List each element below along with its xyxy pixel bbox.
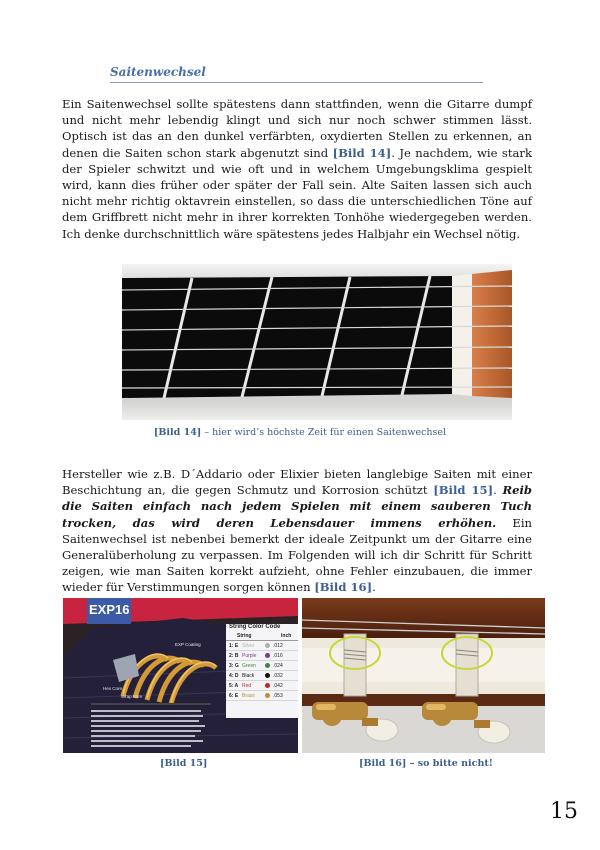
row-gauge: .042 (273, 682, 283, 689)
row-label: 3: G (229, 662, 239, 669)
para2-text-a: Hersteller wie z.B. D´Addario oder Elixier bieten langlebige Saiten mit einer Beschichtung an, die gegen Schmutz und Korrosion schützt (62, 467, 532, 498)
color-chart-title: String Color Code (229, 624, 281, 630)
paragraph-1 (62, 96, 532, 242)
paragraph-2 (62, 466, 532, 596)
para2-text-b: . (493, 483, 503, 498)
color-chart (226, 622, 298, 701)
row-swatch (265, 663, 270, 668)
row-color-name: Silver (242, 642, 255, 649)
color-chart-row (226, 691, 298, 701)
figure-ref-14[interactable]: [Bild 14] (332, 145, 392, 160)
row-gauge: .012 (273, 642, 283, 649)
label-wrap-wire: Wrap Wire (121, 694, 143, 699)
figure-16-image (302, 598, 545, 753)
figure-ref-16[interactable]: [Bild 16] (314, 580, 373, 595)
caption-14-text: – hier wird’s höchste Zeit für einen Saitenwechsel (201, 427, 447, 438)
row-swatch (265, 693, 270, 698)
row-gauge: .016 (273, 652, 283, 659)
row-label: 5: A (229, 682, 239, 689)
row-swatch (265, 683, 270, 688)
color-chart-row (226, 661, 298, 671)
para2-text-c: Ein Saitenwechsel ist nebenbei bemerkt der ideale Zeitpunkt um der Gitarre eine Generalüberholung zu verpassen. Im Folgenden will ich dir Schritt für Schritt zeigen, wie man Saiten korrekt aufzieht, ohne Fehler einzubauen, die immer wieder für Verstimmungen sorgen können (62, 515, 532, 595)
row-gauge: .024 (273, 662, 283, 669)
section-heading: Saitenwechsel (110, 65, 206, 79)
row-gauge: .053 (273, 692, 283, 699)
chart-header-inch: Inch (281, 633, 292, 639)
color-chart-row (226, 681, 298, 691)
row-label: 2: B (229, 652, 239, 659)
row-gauge: .032 (273, 672, 283, 679)
label-hex-core: Hex Core (103, 686, 123, 691)
para1-text-a: Ein Saitenwechsel sollte spätestens dann stattfinden, wenn die Gitarre dumpf und nicht mehr lebendig klingt und sich nur noch schwer stimmen lässt. Optisch ist das an den dunkel verfärbten, oxydierten Stellen zu erkennen, an denen die Saiten schon stark abgenutzt sind (62, 97, 532, 160)
row-color-name: Red (242, 682, 252, 689)
color-chart-row (226, 651, 298, 661)
figure-ref-15[interactable]: [Bild 15] (433, 483, 494, 498)
label-coating: EXP Coating (175, 642, 201, 647)
caption-14-ref: [Bild 14] (153, 427, 202, 438)
para2-text-d: . (372, 580, 376, 595)
row-swatch (265, 673, 270, 678)
heading-rule (110, 82, 483, 83)
figure-15-image (63, 598, 298, 753)
row-swatch (265, 653, 270, 658)
figure-14-image (122, 264, 512, 420)
row-color-name: Brass (242, 692, 255, 699)
color-chart-rows (226, 641, 298, 701)
row-color-name: Green (242, 662, 256, 669)
row-color-name: Black (242, 672, 255, 679)
row-label: 6: E (229, 692, 239, 699)
para2-emphasis: Reib die Saiten einfach nach jedem Spielen mit einem sauberen Tuch trocken, das wird deren Lebensdauer immens erhöhen. (62, 483, 533, 530)
product-name: EXP16 (89, 602, 130, 617)
figure-15-caption: [Bild 15] (160, 758, 208, 769)
row-label: 4: D (229, 672, 239, 679)
para1-text-b: . Je nachdem, wie stark der Spieler schwitzt und wie oft und in welchem Umgebungsklima gespielt wird, kann dies früher oder später der Fall sein. Alte Saiten lassen sich auch nicht mehr richtig oktavrein einstellen, so dass die unterschiedlichen Töne auf dem Griffbrett nicht mehr in ihrer korrekten Tonhöhe wiedergegeben werden. Ich denke durchschnittlich wäre spätestens jedes Halbjahr ein Wechsel nötig. (62, 145, 532, 241)
page-number: 15 (550, 799, 578, 824)
row-label: 1: E (229, 642, 239, 649)
row-color-name: Purple (242, 652, 257, 659)
figure-16-caption: [Bild 16] – so bitte nicht! (359, 758, 493, 769)
figure-14-caption (0, 427, 600, 438)
row-swatch (265, 643, 270, 648)
color-chart-row (226, 671, 298, 681)
chart-header-string: String (237, 633, 252, 639)
color-chart-row (226, 641, 298, 651)
